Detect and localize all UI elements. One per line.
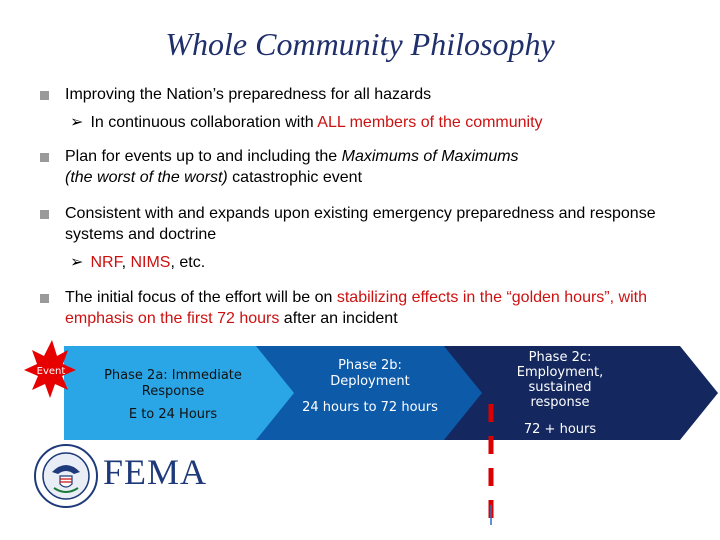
event-label: Event	[36, 366, 66, 377]
bullet-1-text: Improving the Nation’s preparedness for all hazards	[65, 86, 432, 103]
seal-icon	[34, 444, 98, 508]
bullet-4-highlight-b: effects in the “golden hours”, with emphasis on the first 72 hours	[65, 289, 647, 327]
bullet-2-text-a: Plan for events up to and including the	[65, 148, 342, 165]
bullet-2-italic-a: Maximums of Maximums	[341, 148, 519, 165]
phase-2c-title: Phase 2c: Employment, sustained response	[516, 350, 604, 410]
bullet-4-text-b: after an incident	[279, 310, 398, 327]
arrow-bullet-icon: ➢	[70, 254, 84, 271]
phase-2b-time: 24 hours to 72 hours	[302, 400, 438, 415]
nims-text: NIMS	[130, 254, 171, 271]
etc-text: , etc.	[170, 254, 206, 271]
phase-2b-title: Phase 2b: Deployment	[330, 358, 410, 389]
slide-title: Whole Community Philosophy	[165, 26, 555, 62]
bullet-4-highlight-a: stabilizing	[336, 289, 408, 306]
bullet-3-text: Consistent with and expands upon existing emergency preparedness and response systems and doctrine	[65, 205, 656, 243]
bullet-1-sub-highlight: ALL members of the community	[317, 114, 543, 131]
dhs-seal-logo	[34, 444, 98, 508]
phase-2c-time: 72 + hours	[523, 422, 597, 437]
phase-2a-time: E to 24 Hours	[128, 407, 218, 422]
fema-wordmark: FEMA	[103, 452, 208, 492]
nrf-text: NRF	[90, 254, 122, 271]
bullet-4-text-a: The initial focus of the effort will be on	[65, 289, 337, 306]
arrow-bullet-icon: ➢	[70, 114, 84, 131]
bullet-2-italic-b: (the worst of the worst)	[65, 169, 228, 186]
bullet-2-text-b: catastrophic event	[227, 169, 363, 186]
phase-2a-title: Phase 2a: Immediate Response	[104, 368, 242, 399]
bullet-1-sub-text: In continuous collaboration with	[90, 114, 318, 131]
comma-text: ,	[121, 254, 131, 271]
